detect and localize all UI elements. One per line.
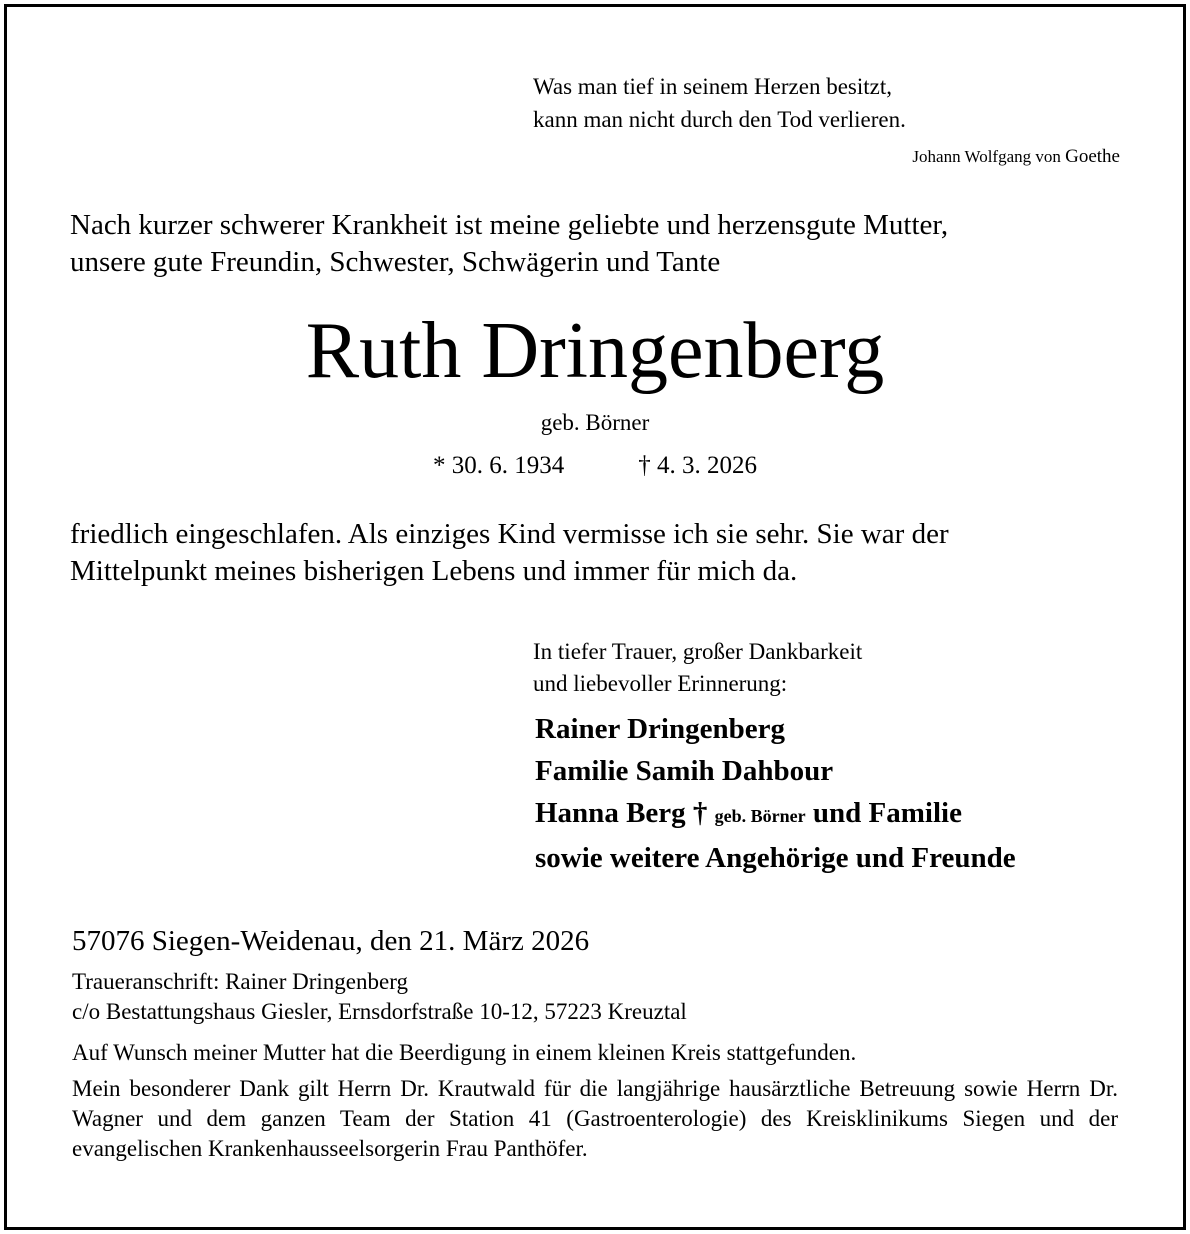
address-line: Traueranschrift: Rainer Dringenberg [72, 969, 408, 994]
quote-author-first: Johann Wolfgang von [912, 147, 1061, 166]
mourning-line: und liebevoller Erinnerung: [533, 671, 788, 696]
intro-line: Nach kurzer schwerer Krankheit ist meine geliebte und herzensgute Mutter, [70, 209, 949, 241]
birth-date: * 30. 6. 1934 [433, 452, 565, 479]
wish-note: Auf Wunsch meiner Mutter hat die Beerdigung in einem kleinen Kreis stattgefunden. [72, 1040, 857, 1065]
mourner-name: Hanna Berg † [535, 797, 708, 829]
thanks-note: Mein besonderer Dank gilt Herrn Dr. Krautwald für die langjährige hausärztliche Betreuung sowie Herrn Dr. Wagner und dem ganzen Team der Station 41 (Gastroenterologie) des Kreisklinikums Siegen und der evangelischen Krankenhausseelsorgerin Frau Panthöfer. [72, 1076, 1118, 1161]
life-dates [0, 450, 1190, 482]
deceased-name: Ruth Dringenberg [305, 307, 885, 395]
quote [533, 70, 906, 136]
intro-line: unsere gute Freundin, Schwester, Schwägerin und Tante [70, 246, 721, 278]
body-line: friedlich eingeschlafen. Als einziges Kind vermisse ich sie sehr. Sie war der [70, 518, 949, 550]
mourner: sowie weitere Angehörige und Freunde [535, 842, 1016, 874]
mourning-text [533, 636, 862, 700]
mourner-maiden-name: geb. Börner [714, 806, 806, 826]
mourner: Familie Samih Dahbour [535, 755, 834, 787]
quote-author-last: Goethe [1065, 146, 1120, 167]
mourners-list [535, 708, 1016, 879]
mourner [535, 792, 1016, 837]
mourning-address [72, 967, 687, 1027]
quote-author [912, 145, 1120, 169]
mourning-line: In tiefer Trauer, großer Dankbarkeit [533, 639, 863, 664]
address-line: c/o Bestattungshaus Giesler, Ernsdorfstraße 10-12, 57223 Kreuztal [72, 999, 687, 1024]
mourner-suffix: und Familie [812, 797, 962, 829]
quote-line: Was man tief in seinem Herzen besitzt, [533, 74, 892, 99]
death-date: † 4. 3. 2026 [638, 452, 757, 479]
body-text [70, 516, 949, 590]
intro-text [70, 207, 948, 281]
mourner: Rainer Dringenberg [535, 713, 785, 745]
maiden-name: geb. Börner [540, 410, 650, 435]
quote-line: kann man nicht durch den Tod verlieren. [533, 107, 906, 132]
place-date: 57076 Siegen-Weidenau, den 21. März 2026 [72, 925, 590, 957]
body-line: Mittelpunkt meines bisherigen Lebens und immer für mich da. [70, 555, 798, 587]
